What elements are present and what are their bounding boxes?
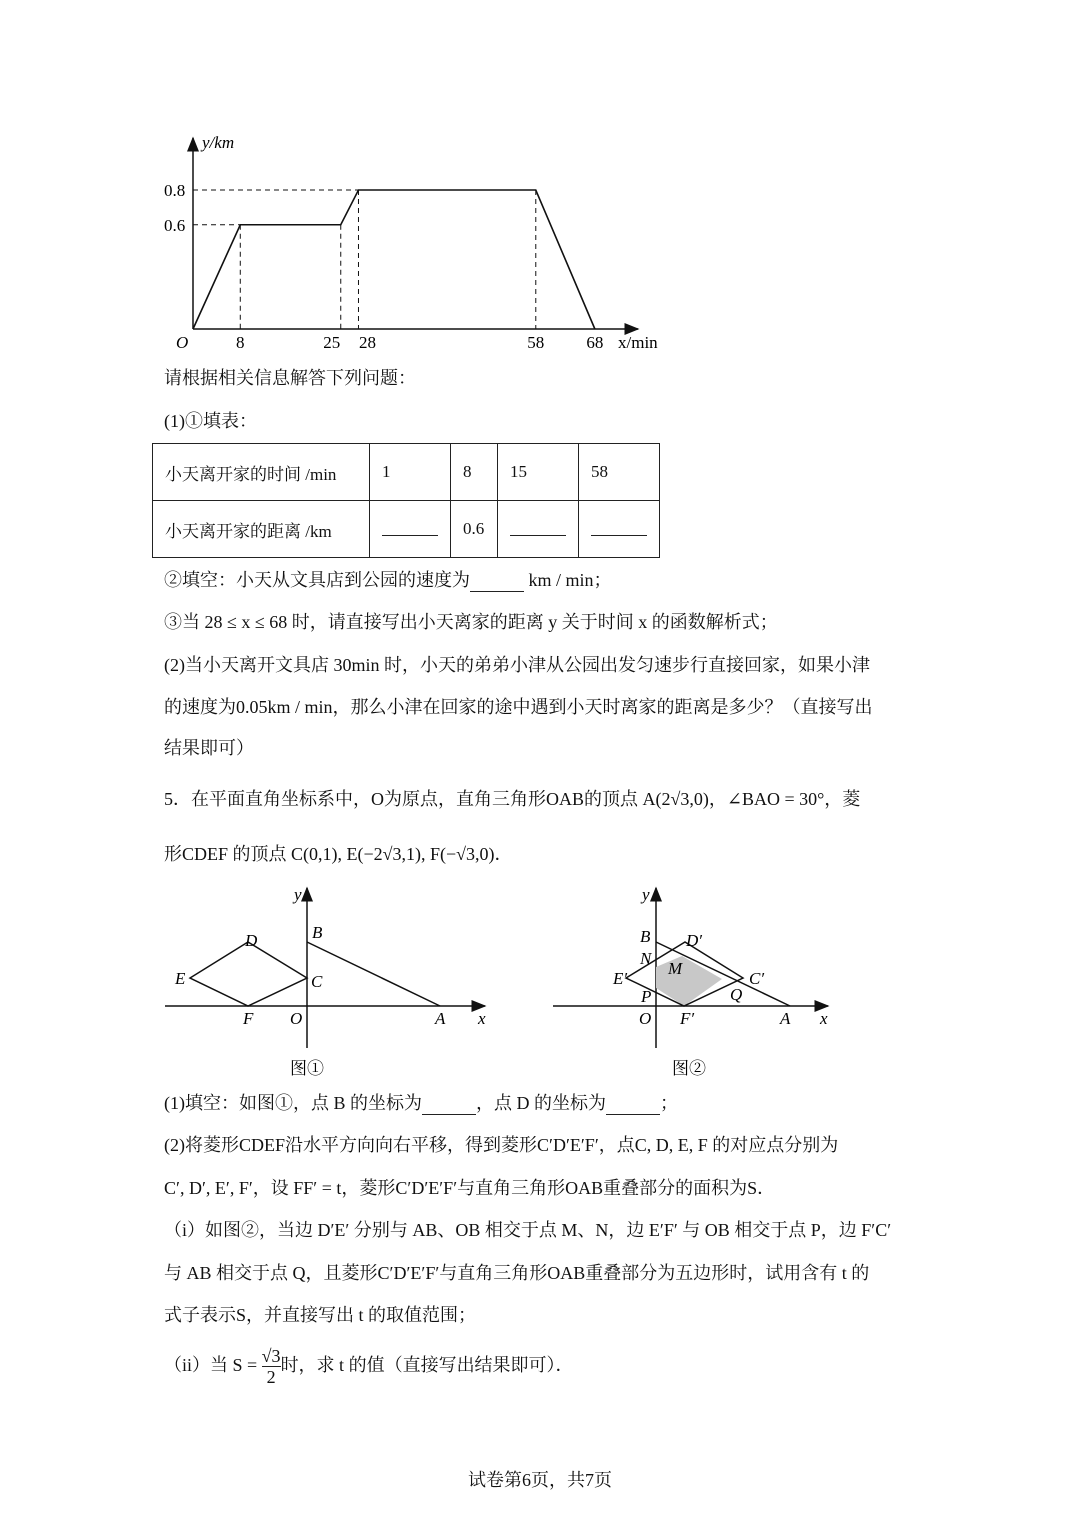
svg-text:B: B — [312, 923, 323, 942]
q1-2 — [164, 568, 612, 592]
svg-text:x: x — [820, 1009, 828, 1028]
p5-q1 — [164, 1091, 678, 1115]
svg-text:Q: Q — [730, 985, 743, 1004]
p5-ii-text2: 时，求 t 的值（直接写出结果即可）． — [280, 1355, 574, 1375]
svg-text:E′: E′ — [613, 969, 628, 988]
y-tick-label: 0.6 — [164, 215, 186, 235]
svg-text:B: B — [640, 927, 651, 946]
overlap-region — [656, 956, 722, 1006]
p5-i-line2: 与 AB 相交于点 Q，且菱形C′D′E′F′与直角三角形OAB重叠部分为五边形时，试用含有 t 的 — [164, 1263, 870, 1283]
p5-q1-text: (1)填空：如图①，点 B 的坐标为 — [164, 1093, 422, 1113]
fill-table — [152, 443, 660, 558]
cell: 1 — [370, 444, 451, 501]
x-tick-label: 58 — [527, 333, 545, 352]
svg-text:O: O — [290, 1009, 303, 1028]
p5-q2-line2: C′, D′, E′, F′，设 FF′ = t，菱形C′D′E′F′与直角三角形OAB重叠部分的面积为S． — [164, 1178, 776, 1198]
svg-text:C′: C′ — [749, 969, 765, 988]
distance-line — [193, 190, 595, 329]
y-tick-label: 0.8 — [164, 181, 186, 200]
cell: 58 — [579, 444, 660, 501]
p5-i-line3: 式子表示S，并直接写出 t 的取值范围； — [164, 1305, 477, 1325]
p5-i-line1: （i）如图②，当边 D′E′ 分别与 AB、OB 相交于点 M、N，边 E′F′ 与 OB 相交于点 P，边 F′C′ — [164, 1220, 892, 1240]
q1-fill-label: (1)①填表： — [164, 411, 257, 431]
x-tick-label: 8 — [236, 333, 245, 352]
row-label: 小天离开家的时间 /min — [153, 444, 370, 501]
rhombus-cdef — [190, 942, 307, 1006]
p5-line2: 形CDEF 的顶点 C(0,1), E(−2√3,1), F(−√3,0)． — [164, 844, 513, 864]
svg-text:E: E — [175, 969, 186, 988]
x-tick-label: 68 — [586, 333, 604, 352]
p5-q1-text2: ，点 D 的坐标为 — [476, 1093, 606, 1113]
denominator: 2 — [266, 1367, 276, 1388]
table-row — [153, 444, 660, 501]
cell: 0.6 — [451, 501, 498, 558]
answer-blank[interactable] — [470, 573, 524, 592]
p5-line1: 5．在平面直角坐标系中，O为原点，直角三角形OAB的顶点 A(2√3,0)，∠BAO = 30°，菱 — [164, 789, 861, 809]
p5-q1-end: ； — [660, 1093, 678, 1113]
figure-2 — [550, 880, 840, 1080]
distance-time-chart — [0, 0, 1080, 370]
svg-text:O: O — [639, 1009, 652, 1028]
figure-2-caption: 图② — [672, 1059, 706, 1078]
q1-2-text: ②填空：小天从文具店到公园的速度为 — [164, 570, 470, 590]
q2-line1: (2)当小天离开文具店 30min 时，小天的弟弟小津从公园出发匀速步行直接回家，如果小津 — [164, 655, 870, 675]
origin-label: O — [176, 333, 189, 352]
page-footer: 试卷第6页，共7页 — [468, 1470, 612, 1490]
svg-text:N: N — [640, 949, 652, 968]
svg-text:F′: F′ — [680, 1009, 695, 1028]
answer-blank[interactable] — [422, 1096, 476, 1115]
svg-text:M: M — [668, 959, 683, 978]
cell: 15 — [498, 444, 579, 501]
svg-text:x: x — [478, 1009, 486, 1028]
svg-text:C: C — [311, 972, 323, 991]
svg-text:D′: D′ — [686, 931, 702, 950]
table-row — [153, 501, 660, 558]
intro-text: 请根据相关信息解答下列问题： — [164, 368, 416, 388]
answer-blank[interactable] — [606, 1096, 660, 1115]
q2-line3: 结果即可） — [164, 738, 254, 758]
p5-ii — [164, 1340, 574, 1390]
svg-text:A: A — [780, 1009, 791, 1028]
p5-ii-text: （ii）当 S = — [164, 1355, 258, 1375]
q1-2-unit: km / min； — [528, 570, 612, 590]
x-tick-label: 28 — [358, 333, 376, 352]
x-tick-label: 25 — [323, 333, 341, 352]
figure-1-caption: 图① — [290, 1059, 324, 1078]
fraction — [262, 1346, 281, 1387]
svg-text:y: y — [294, 885, 302, 904]
p5-q2-line1: (2)将菱形CDEF沿水平方向向右平移，得到菱形C′D′E′F′，点C, D, E, F 的对应点分别为 — [164, 1135, 839, 1155]
q2-line2: 的速度为0.05km / min，那么小津在回家的途中遇到小天时离家的距离是多少？（直接写出 — [164, 697, 873, 717]
q1-3: ③当 28 ≤ x ≤ 68 时，请直接写出小天离家的距离 y 关于时间 x 的函数解析式； — [164, 612, 778, 632]
triangle-oab — [307, 942, 440, 1006]
svg-text:A: A — [435, 1009, 446, 1028]
row-label: 小天离开家的距离 /km — [153, 501, 370, 558]
answer-blank[interactable] — [579, 501, 660, 558]
answer-blank[interactable] — [498, 501, 579, 558]
svg-text:F: F — [243, 1009, 254, 1028]
numerator: √3 — [261, 1346, 281, 1367]
x-axis-label: x/min — [618, 333, 658, 352]
figure-1 — [160, 880, 500, 1080]
svg-text:P: P — [641, 987, 652, 1006]
answer-blank[interactable] — [370, 501, 451, 558]
svg-text:D: D — [245, 931, 258, 950]
cell: 8 — [451, 444, 498, 501]
y-axis-label: y/km — [202, 133, 235, 152]
svg-text:y: y — [642, 885, 650, 904]
